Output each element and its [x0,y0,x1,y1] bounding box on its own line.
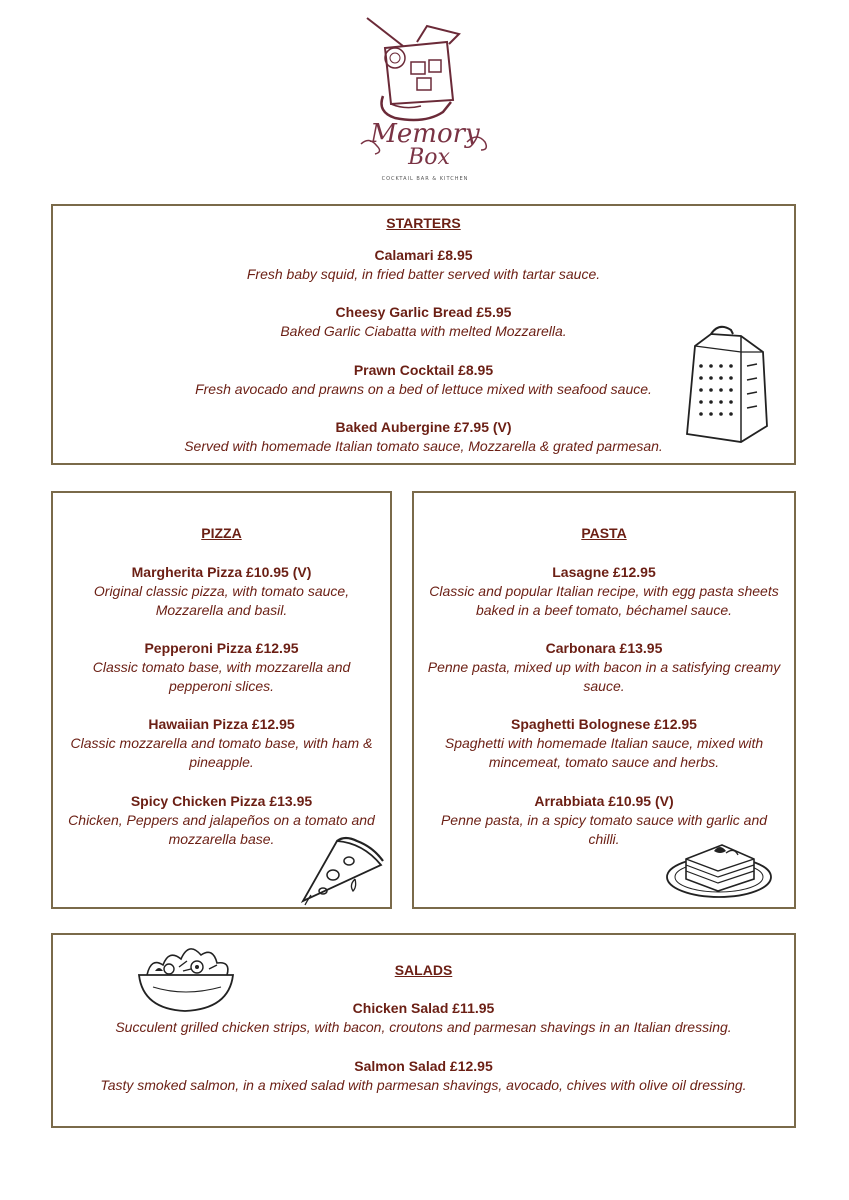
menu-item [424,639,784,696]
item-description: Original classic pizza, with tomato sauce, Mozzarella and basil. [93,583,350,618]
menu-item [53,1057,794,1095]
menu-item [424,715,784,772]
item-description: Tasty smoked salmon, in a mixed salad with parmesan shavings, avocado, chives with olive oil dressing. [100,1077,747,1093]
pizza-section [51,491,392,909]
item-description: Classic and popular Italian recipe, with egg pasta sheets baked in a beef tomato, béchamel sauce. [429,583,779,618]
menu-item [63,639,380,696]
starters-heading: STARTERS [386,215,461,231]
item-title: Spicy Chicken Pizza £13.95 [130,793,313,809]
salad-bowl-icon [133,939,239,1015]
item-description: Fresh avocado and prawns on a bed of lettuce mixed with seafood sauce. [195,381,652,397]
salads-section [51,933,796,1128]
item-title: Hawaiian Pizza £12.95 [148,716,295,732]
item-description: Spaghetti with homemade Italian sauce, mixed with mincemeat, tomato sauce and herbs. [444,735,764,770]
item-description: Fresh baby squid, in fried batter served with tartar sauce. [246,266,601,282]
item-title: Baked Aubergine £7.95 (V) [335,419,512,435]
item-description: Classic tomato base, with mozzarella and pepperoni slices. [92,659,351,694]
item-title: Chicken Salad £11.95 [352,1000,495,1016]
item-title: Carbonara £13.95 [545,640,663,656]
item-title: Margherita Pizza £10.95 (V) [131,564,312,580]
item-title: Arrabbiata £10.95 (V) [534,793,674,809]
lasagne-icon [664,835,774,901]
pasta-heading: PASTA [581,525,627,541]
salads-heading: SALADS [394,962,453,978]
item-title: Cheesy Garlic Bread £5.95 [335,304,512,320]
logo-wordmark-line2: Box [408,145,450,170]
item-title: Lasagne £12.95 [552,564,656,580]
item-description: Baked Garlic Ciabatta with melted Mozzarella. [280,323,567,339]
memory-box-logo [355,12,495,184]
item-title: Spaghetti Bolognese £12.95 [511,716,697,732]
menu-item [53,246,794,284]
item-title: Calamari £8.95 [374,247,473,263]
logo-wordmark-line1: Memory [370,119,480,149]
menu-item [424,563,784,620]
pizza-slice-icon [293,835,385,907]
pizza-heading: PIZZA [201,525,242,541]
grater-icon [681,322,781,447]
item-description: Penne pasta, in a spicy tomato sauce with garlic and chilli. [440,812,768,847]
pasta-section [412,491,796,909]
starters-section [51,204,796,465]
item-description: Penne pasta, mixed up with bacon in a satisfying creamy sauce. [427,659,781,694]
item-description: Succulent grilled chicken strips, with bacon, croutons and parmesan shavings in an Italian dressing. [115,1019,732,1035]
item-description: Served with homemade Italian tomato sauce, Mozzarella & grated parmesan. [184,438,663,454]
item-title: Pepperoni Pizza £12.95 [144,640,299,656]
menu-item [63,715,380,772]
item-title: Salmon Salad £12.95 [354,1058,493,1074]
item-description: Classic mozzarella and tomato base, with ham & pineapple. [70,735,373,770]
item-title: Prawn Cocktail £8.95 [353,362,494,378]
item-description: Chicken, Peppers and jalapeños on a tomato and mozzarella base. [68,812,375,847]
menu-item [63,563,380,620]
logo-tagline: COCKTAIL BAR & KITCHEN [381,176,469,182]
